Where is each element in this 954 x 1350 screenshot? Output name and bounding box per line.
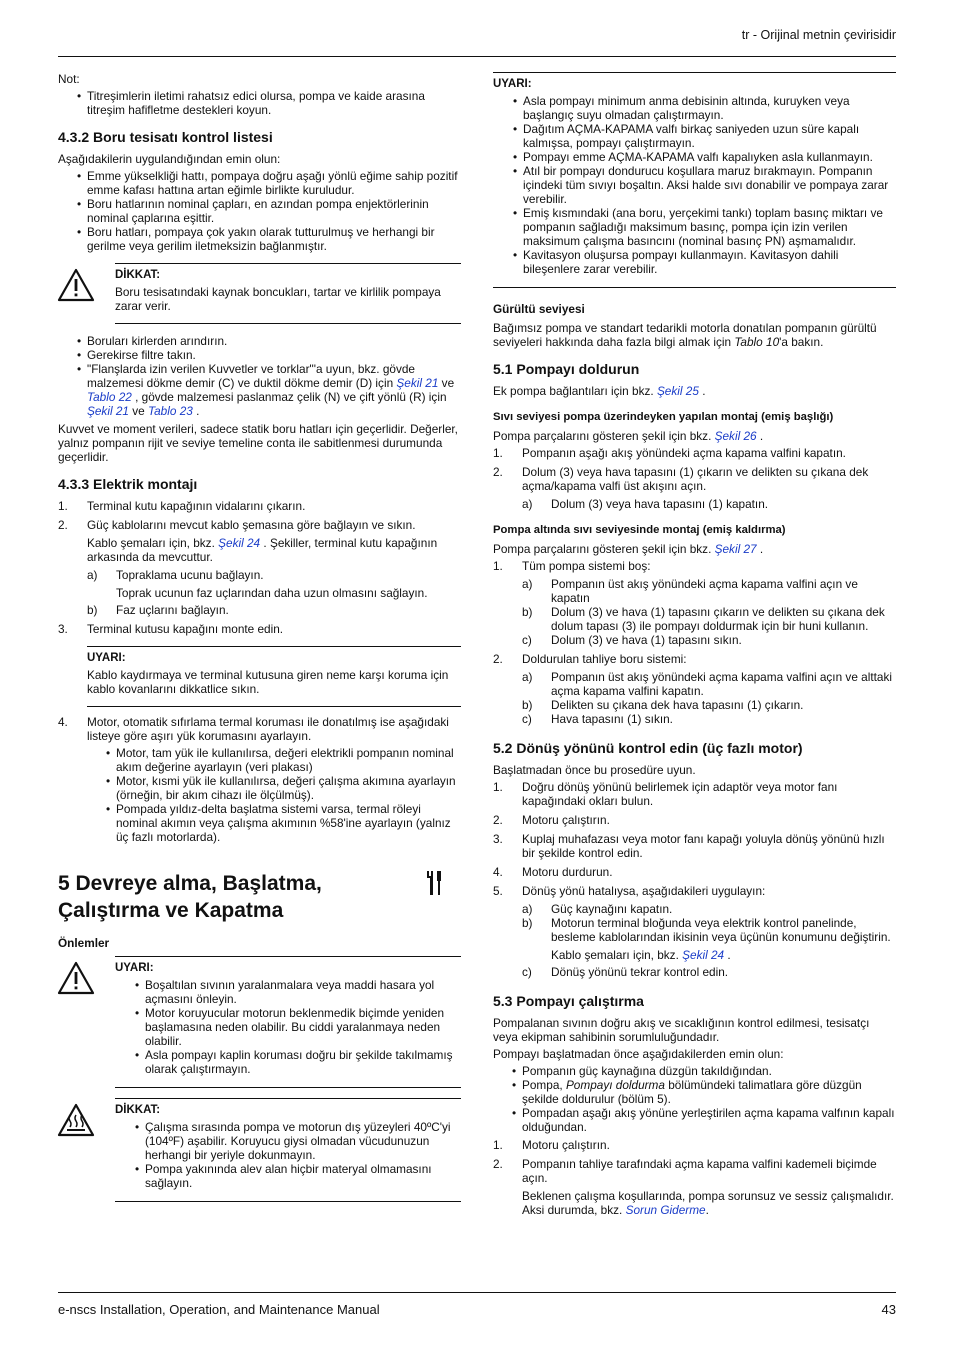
section-5-3-title: 5.3 Pompayı çalıştırma bbox=[493, 993, 644, 1009]
step-2: 2. Motoru çalıştırın. bbox=[493, 813, 610, 827]
warning-triangle-icon bbox=[57, 961, 95, 998]
list-item: • Motor koruyucular motorun beklenmedik biçimde yeniden başlamasına neden olabilir. Bu ciddi yaralanmaya neden olabilir. bbox=[115, 1006, 461, 1048]
warning-text: Kablo kaydırmaya ve terminal kutusuna giren neme karşı koruma için kablo kovanlarını dikkatlice sıkın. bbox=[87, 668, 449, 696]
list-item: • Boru hatları, pompaya çok yakın olarak tutturulmuş ve herhangi bir gerilme veya gerilim iletmeksizin bağlanmıştır. bbox=[58, 225, 461, 253]
step-1: 1. Pompanın aşağı akış yönündeki açma kapama valfini kapatın. bbox=[493, 446, 846, 460]
substep-a: a) Pompanın üst akış yönündeki açma kapama valfini açın ve kapatın bbox=[522, 577, 858, 605]
item-text: . bbox=[192, 404, 200, 418]
figure-link[interactable]: Şekil 24 bbox=[218, 536, 261, 550]
footer-rule bbox=[58, 1292, 896, 1293]
step-2: 2. Pompanın tahliye tarafındaki açma kapama valfini kademeli biçimde açın. Beklenen çalışma koşullarında, pompa sorunsuz ve sessiz çalışmalıdır. Aksi durumda, bkz. Sorun Giderme. bbox=[493, 1157, 896, 1217]
figure-link[interactable]: Şekil 25 bbox=[656, 384, 699, 398]
section-4-3-2-title: 4.3.2 Boru tesisatı kontrol listesi bbox=[58, 129, 273, 145]
step-text: Terminal kutu kapağının vidalarını çıkarın. bbox=[87, 499, 306, 513]
caution-title: DİKKAT: bbox=[115, 1104, 161, 1116]
step-2: 2. Doldurulan tahliye boru sistemi: a) Pompanın üst akış yönündeki açma kapama valfini açın ve alttaki açma kapama valfini kapatın. b) Delikten su çıkana dek hava tapasını (1) çıkarın. c) Hava tapasını (1) sıkın. bbox=[493, 652, 896, 726]
list-item: • Pompa yakınında alev alan hiçbir materyal olmamasını sağlayın. bbox=[115, 1162, 461, 1190]
step-2-substeps bbox=[87, 568, 461, 617]
list-item: • Asla pompayı minimum anma debisinin altında, kuruyken veya başlangıç suyu olmadan çalıştırmayın. bbox=[493, 94, 896, 122]
item-text: ve bbox=[438, 376, 455, 390]
substep-a-note: Toprak ucunun faz uçlarından daha uzun olmasını sağlayın. bbox=[116, 586, 428, 600]
warning-box bbox=[115, 956, 461, 1088]
left-column bbox=[58, 72, 461, 1212]
hot-surface-icon bbox=[57, 1103, 95, 1140]
start-steps bbox=[493, 1138, 896, 1217]
substep-c: c) Dönüş yönünü tekrar kontrol edin. bbox=[522, 965, 729, 979]
suction-lift-heading: Pompa altında sıvı seviyesinde montaj (emiş kaldırma) bbox=[493, 524, 786, 536]
substep-a: a) Topraklama ucunu bağlayın. Toprak ucunun faz uçlarından daha uzun olmasını sağlayın. bbox=[87, 568, 461, 600]
section-4-3-3-title: 4.3.3 Elektrik montajı bbox=[58, 476, 198, 492]
suction-head-steps bbox=[493, 446, 896, 511]
section-5-1-title: 5.1 Pompayı doldurun bbox=[493, 361, 640, 377]
right-column bbox=[493, 72, 896, 1222]
list-item: • Motor, tam yük ile kullanılırsa, değeri elektrikli pompanın nominal akım değerine ayarlayın (veri plakası) bbox=[87, 746, 461, 774]
figure-link[interactable]: Şekil 27 bbox=[714, 542, 757, 556]
troubleshooting-link[interactable]: Sorun Giderme bbox=[625, 1203, 706, 1217]
start-checklist bbox=[493, 1064, 896, 1134]
substep-a: a) Dolum (3) veya hava tapasını (1) kapatın. bbox=[522, 497, 769, 511]
step-3: 3. Kuplaj muhafazası veya motor fanı kapağı yoluyla dönüş yönünü hızlı bir şekilde kontrol edin. bbox=[493, 832, 885, 860]
noise-heading: Gürültü seviyesi bbox=[493, 302, 585, 316]
caution-box bbox=[115, 263, 461, 324]
substep-b: b) Motorun terminal bloğunda veya elektrik kontrol panelinde, besleme kablolarından ikisinin veya üçünün konumunu değiştirin. Kablo şemaları için, bkz. Şekil 24 . bbox=[522, 916, 896, 962]
step-2: 2. Dolum (3) veya hava tapasını (1) çıkarın ve delikten su çıkana dek açma/kapama valfi üst akışını açın. a) Dolum (3) veya hava tapasını (1) kapatın. bbox=[493, 465, 896, 511]
warning-title: UYARI: bbox=[493, 78, 532, 90]
footer-title: e-nscs Installation, Operation, and Maintenance Manual bbox=[58, 1302, 380, 1317]
substep-b-note: Kablo şemaları için, bkz. Şekil 24 . bbox=[551, 948, 731, 962]
section-4-3-2-intro: Aşağıdakilerin uygulandığından emin olun: bbox=[58, 152, 281, 166]
suction-lift-text: Pompa parçalarını gösteren şekil için bkz. Şekil 27 . bbox=[493, 542, 764, 556]
warning-list bbox=[115, 978, 461, 1076]
list-item bbox=[58, 362, 461, 418]
list-item: • Kavitasyon oluşursa pompayı kullanmayın. Kavitasyon dahili bileşenlere zarar verebilir. bbox=[493, 248, 896, 276]
step-2-substeps bbox=[522, 670, 896, 726]
step-1: 1. Terminal kutu kapağının vidalarını çıkarın. bbox=[58, 499, 306, 513]
table-link[interactable]: Tablo 23 bbox=[148, 404, 193, 418]
step-5-substeps bbox=[522, 902, 896, 979]
list-item: • Emiş kısmındaki (ana boru, yerçekimi tankı) toplam basınç miktarı ve pompanın sağladığı maksimum basınç, pompa için izin verilen maksimum çalışma basıncını (nominal basınç PN) aşmamalıdır. bbox=[493, 206, 896, 248]
list-item: • Atıl bir pompayı dondurucu koşullara maruz bırakmayın. Pompanın içindeki tüm sıvıyı boşaltın. Aksi halde sıvı donabilir ve pompaya zarar verebilir. bbox=[493, 164, 896, 206]
suction-lift-steps bbox=[493, 559, 896, 726]
figure-link[interactable]: Şekil 21 bbox=[87, 404, 129, 418]
substep-a: a) Pompanın üst akış yönündeki açma kapama valfini açın ve alttaki açma kapama valfini kapatın. bbox=[522, 670, 892, 698]
caution-title: DİKKAT: bbox=[115, 269, 161, 281]
list-item: • Boşaltılan sıvının yaralanmalara veya maddi hasara yol açmasını önleyin. bbox=[115, 978, 461, 1006]
list-item: • Asla pompayı kaplin koruması doğru bir şekilde takılmamış olarak çalıştırmayın. bbox=[115, 1048, 461, 1076]
noise-text: Bağımsız pompa ve standart tedarikli motorla donatılan pompanın gürültü seviyeleri hakkında daha fazla bilgi almak için Tablo 10'a bakın. bbox=[493, 321, 877, 349]
section-5-2-title: 5.2 Dönüş yönünü kontrol edin (üç fazlı motor) bbox=[493, 740, 803, 756]
item-text: ve bbox=[128, 404, 148, 418]
step-4: 4. Motor, otomatik sıfırlama termal koruması ile donatılmış ise aşağıdaki listeye göre aşırı yük korumasını ayarlayın. • Motor, tam yük ile kullanılırsa, değeri elektrikli pompanın nominal akım değerine ayarlayın (veri plakası) • Motor, kısmi yük ile kullanılırsa, değeri çalışma akımına ayarlayın (örneğin, bir akım cihazı ile ölçülmüş). • Pompada yıldız-delta başlatma sistemi varsa, termal röleyi nominal akımın veya çalışma akımının %58'ine ayarlayın (yalnız üç fazlı motorlarda). bbox=[58, 715, 461, 844]
step-2-note: Kablo şemaları için, bkz. Şekil 24 . Şekiller, terminal kutu kapağının arkasında da mevcuttur. bbox=[87, 536, 438, 564]
step-4: 4. Motoru durdurun. bbox=[493, 865, 613, 879]
step-1: 1. Motoru çalıştırın. bbox=[493, 1138, 610, 1152]
warning-box bbox=[87, 646, 461, 707]
note-list bbox=[58, 89, 461, 117]
caution-box bbox=[115, 1098, 461, 1202]
forces-note: Kuvvet ve moment verileri, sadece statik boru hatları için geçerlidir. Değerler, yalnız pompanın rijit ve seviye temeline conta ile sabitlenmesi durumunda geçerlidir. bbox=[58, 422, 458, 464]
figure-link[interactable]: Şekil 26 bbox=[714, 429, 757, 443]
substep-b: b) Dolum (3) ve hava (1) tapasını çıkarın ve delikten su çıkana dek dolum tapası (3) ile pompayı doldurmak için bir huni kullanın. bbox=[522, 605, 885, 633]
page-header: tr - Orijinal metnin çevirisidir bbox=[741, 28, 896, 42]
step-5: 5. Dönüş yönü hatalıysa, aşağıdakileri uygulayın: a) Güç kaynağını kapatın. b) Motorun terminal bloğunda veya elektrik kontrol panelinde, besleme kablolarından ikisinin veya üçünün konumunu değiştirin. Kablo şemaları için, bkz. Şekil 24 . c) Dönüş yönünü tekrar kontrol edin. bbox=[493, 884, 896, 979]
list-item: • Pompa, Pompayı doldurma bölümündeki talimatlara göre düzgün şekilde doldurulur (bölüm 5). bbox=[493, 1078, 896, 1106]
header-rule bbox=[58, 56, 896, 57]
warning-triangle-icon bbox=[57, 268, 95, 305]
list-item: • Boru hatlarının nominal çapları, en azından pompa enjektörlerinin nominal çaplarına eşittir. bbox=[58, 197, 461, 225]
step-2-note: Beklenen çalışma koşullarında, pompa sorunsuz ve sessiz çalışmalıdır. Aksi durumda, bkz. Sorun Giderme. bbox=[522, 1189, 894, 1217]
note-item: • Titreşimlerin iletimi rahatsız edici olursa, pompa ve kaide arasına titreşim hafifletme destekleri koyun. bbox=[58, 89, 461, 117]
substep-c: c) Dolum (3) ve hava (1) tapasını sıkın. bbox=[522, 633, 742, 647]
list-item: • Motor, kısmi yük ile kullanılırsa, değeri çalışma akımına ayarlayın (örneğin, bir akım cihazı ile ölçülmüş). bbox=[87, 774, 461, 802]
warning-box bbox=[493, 72, 896, 288]
tools-icon bbox=[425, 870, 443, 903]
figure-link[interactable]: Şekil 24 bbox=[682, 948, 725, 962]
list-item: • Pompayı emme AÇMA-KAPAMA valfı kapalıyken asla kullanmayın. bbox=[493, 150, 896, 164]
piping-checklist bbox=[58, 169, 461, 253]
step-1-substeps bbox=[522, 577, 896, 647]
list-item: • Boruları kirlerden arındırın. bbox=[58, 334, 461, 348]
list-item: • Pompada yıldız-delta başlatma sistemi varsa, termal röleyi nominal akımın veya çalışma akımının %58'ine ayarlayın (yalnız üç fazlı motorlarda). bbox=[87, 802, 461, 844]
caution-text: Boru tesisatındaki kaynak boncukları, tartar ve kirlilik pompaya zarar verir. bbox=[115, 285, 441, 313]
step-2-substeps bbox=[522, 497, 896, 511]
section-5-3-p2: Pompayı başlatmadan önce aşağıdakilerden emin olun: bbox=[493, 1047, 784, 1061]
list-item: • Çalışma sırasında pompa ve motorun dış yüzeyleri 40ºC'yi (104ºF) aşabilir. Koruyucu giysi olmadan vücudunuzun herhangi bir yeriyle dokunmayın. bbox=[115, 1120, 461, 1162]
warning-title: UYARI: bbox=[87, 652, 126, 664]
step-text: Güç kablolarını mevcut kablo şemasına göre bağlayın ve sıkın. bbox=[87, 518, 416, 532]
rotation-steps bbox=[493, 780, 896, 979]
substep-c: c) Hava tapasını (1) sıkın. bbox=[522, 712, 673, 726]
table-link[interactable]: Tablo 22 bbox=[87, 390, 132, 404]
item-text: , gövde malzemesi paslanmaz çelik (N) ve çift yönlü (R) için bbox=[131, 390, 447, 404]
substep-b: b) Delikten su çıkana dek hava tapasını (1) çıkarın. bbox=[522, 698, 804, 712]
step-1: 1. Doğru dönüş yönünü belirlemek için adaptör veya motor fanı kapağındaki okları bulun. bbox=[493, 780, 838, 808]
section-5-3-p1: Pompalanan sıvının doğru akış ve sıcaklığının kontrol edilmesi, tesisatçı veya ekipman sahibinin sorumluluğundadır. bbox=[493, 1016, 870, 1044]
figure-link[interactable]: Şekil 21 bbox=[396, 376, 439, 390]
item-text: "Flanşlarda izin verilen Kuvvetler ve torklar"'a uyun, bkz. gövde malzemesi dökme demir (C) ve duktil dökme demir (D) için bbox=[87, 362, 415, 390]
section-5-1-text: Ek pompa bağlantıları için bkz. Şekil 25 . bbox=[493, 384, 706, 398]
page-number: 43 bbox=[881, 1302, 896, 1317]
section-5-2-intro: Başlatmadan önce bu prosedüre uyun. bbox=[493, 763, 696, 777]
substep-b: b) Faz uçlarını bağlayın. bbox=[87, 603, 229, 617]
warning-list bbox=[493, 94, 896, 276]
list-item: • Emme yükselkliği hattı, pompaya doğru aşağı yönlü eğime sahip pozitif emme kafası hattına artan eğimle birlikte kuruludur. bbox=[58, 169, 461, 197]
list-item: • Pompanın güç kaynağına düzgün takıldığından. bbox=[493, 1064, 896, 1078]
precautions-heading: Önlemler bbox=[58, 936, 110, 950]
list-item: • Pompadan aşağı akış yönüne yerleştirilen açma kapama valfının kapalı olduğundan. bbox=[493, 1106, 896, 1134]
warning-title: UYARI: bbox=[115, 962, 154, 974]
chapter-5-title: 5 Devreye alma, Başlatma, Çalıştırma ve Kapatma bbox=[58, 870, 461, 924]
step-3: 3. Terminal kutusu kapağını monte edin. UYARI: Kablo kaydırmaya ve terminal kutusuna giren neme karşı koruma için kablo kovanlarını dikkatlice sıkın. bbox=[58, 622, 461, 707]
caution-list bbox=[115, 1120, 461, 1190]
list-item: • Dağıtım AÇMA-KAPAMA valfı birkaç saniyeden uzun süre kapalı kalmışsa, pompayı çalıştırmayın. bbox=[493, 122, 896, 150]
note-label: Not: bbox=[58, 72, 80, 86]
electrical-steps bbox=[58, 499, 461, 844]
step-2: 2. Güç kablolarını mevcut kablo şemasına göre bağlayın ve sıkın. Kablo şemaları için, bkz. Şekil 24 . Şekiller, terminal kutu kapağının arkasında da mevcuttur. a) Topraklama ucunu bağlayın. Toprak ucunun faz uçlarından daha uzun olmasını sağlayın. b) Faz uçlarını bağlayın. bbox=[58, 518, 461, 617]
substep-a: a) Güç kaynağını kapatın. bbox=[522, 902, 673, 916]
suction-head-heading: Sıvı seviyesi pompa üzerindeyken yapılan montaj (emiş başlığı) bbox=[493, 411, 834, 423]
suction-head-text: Pompa parçalarını gösteren şekil için bkz. Şekil 26 . bbox=[493, 429, 764, 443]
overload-list bbox=[87, 746, 461, 844]
piping-checklist-2 bbox=[58, 334, 461, 418]
step-1: 1. Tüm pompa sistemi boş: a) Pompanın üst akış yönündeki açma kapama valfini açın ve kapatın b) Dolum (3) ve hava (1) tapasını çıkarın ve delikten su çıkana dek dolum tapası (3) ile pompayı doldurmak için bir huni kullanın. c) Dolum (3) ve hava (1) tapasını sıkın. bbox=[493, 559, 896, 647]
list-item: • Gerekirse filtre takın. bbox=[58, 348, 461, 362]
